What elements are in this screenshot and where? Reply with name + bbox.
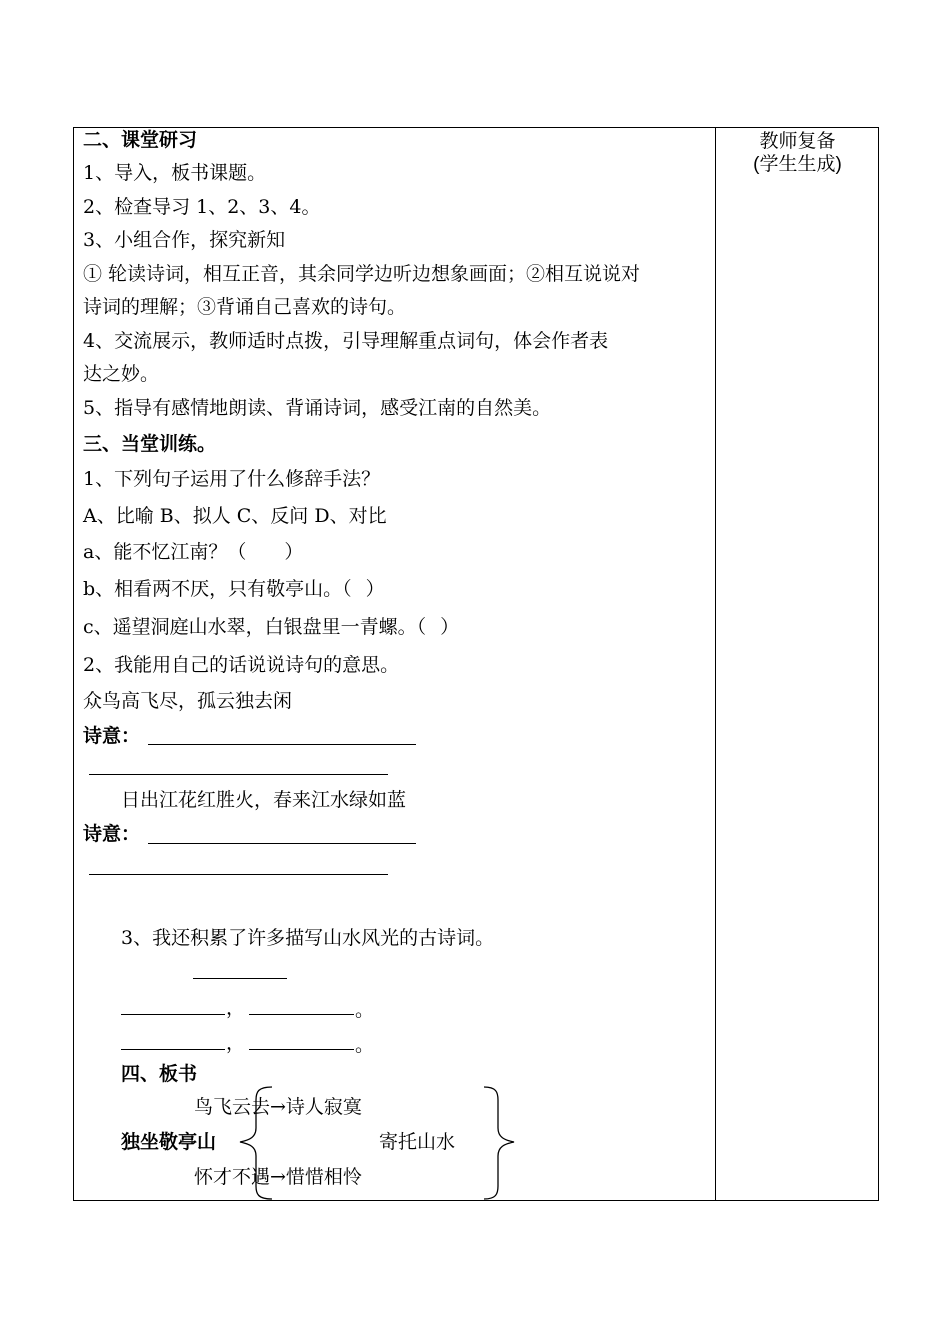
question-3: 3、我还积累了许多描写山水风光的古诗词。 [121, 927, 495, 949]
question-1-options: A、比喻 B、拟人 C、反问 D、对比 [83, 505, 387, 527]
question-1-a-text: a、能不忆江南？（ [83, 541, 247, 563]
answer-line [89, 874, 388, 875]
board-line-1: 鸟飞云去→诗人寂寞 [194, 1096, 362, 1118]
answer-line [148, 843, 416, 844]
meaning-label-2: 诗意： [83, 823, 141, 845]
board-line-2: 怀才不遇→惜惜相怜 [194, 1166, 362, 1188]
question-1-a-close: ） [284, 541, 304, 563]
answer-line [121, 1014, 225, 1015]
student-generated-label: (学生生成) [753, 154, 842, 175]
poem-line-2: 日出江花红胜火，春来江水绿如蓝 [121, 789, 407, 811]
comma: ， [226, 997, 246, 1019]
question-1-b [83, 577, 385, 601]
question-1-c-close: ） [440, 616, 460, 638]
meaning-label-1: 诗意： [83, 725, 141, 747]
answer-line [121, 1049, 225, 1050]
answer-line [148, 744, 416, 745]
step-3-detail-a: ① 轮读诗词，相互正音，其余同学边听边想象画面；②相互说说对 [83, 263, 641, 285]
section-title-classroom-study: 二、课堂研习 [83, 129, 198, 151]
column-divider [715, 127, 716, 1201]
answer-line [193, 978, 287, 979]
board-title: 独坐敬亭山 [121, 1131, 217, 1153]
board-result: 寄托山水 [379, 1131, 456, 1153]
step-4-b: 达之妙。 [83, 363, 160, 385]
step-4-a: 4、交流展示，教师适时点拨，引导理解重点词句，体会作者表 [83, 330, 609, 352]
answer-line [249, 1014, 354, 1015]
period: 。 [355, 999, 375, 1021]
question-1-c-text: c、遥望洞庭山水翠，白银盘里一青螺。（ [83, 616, 427, 638]
question-1-c [83, 615, 459, 639]
answer-line [89, 774, 388, 775]
comma: ， [226, 1032, 246, 1054]
step-1: 1、导入，板书课题。 [83, 162, 267, 184]
section-title-practice: 三、当堂训练。 [83, 433, 217, 455]
step-5: 5、指导有感情地朗读、背诵诗词，感受江南的自然美。 [83, 397, 552, 419]
teacher-review-header [716, 130, 879, 176]
answer-line [249, 1049, 354, 1050]
step-2: 2、检查导习 1、2、3、4。 [83, 196, 321, 218]
question-2: 2、我能用自己的话说说诗句的意思。 [83, 654, 400, 676]
question-1: 1、下列句子运用了什么修辞手法？ [83, 468, 381, 490]
section-title-board: 四、板书 [121, 1063, 198, 1085]
poem-line-1: 众鸟高飞尽，孤云独去闲 [83, 690, 293, 712]
step-3: 3、小组合作，探究新知 [83, 229, 286, 251]
question-1-b-close: ） [365, 578, 385, 600]
step-3-detail-b: 诗词的理解；③背诵自己喜欢的诗句。 [83, 296, 407, 318]
question-1-a [83, 540, 303, 564]
teacher-review-title: 教师复备 [759, 131, 836, 152]
period: 。 [355, 1034, 375, 1056]
question-1-b-text: b、相看两不厌，只有敬亭山。（ [83, 578, 352, 600]
